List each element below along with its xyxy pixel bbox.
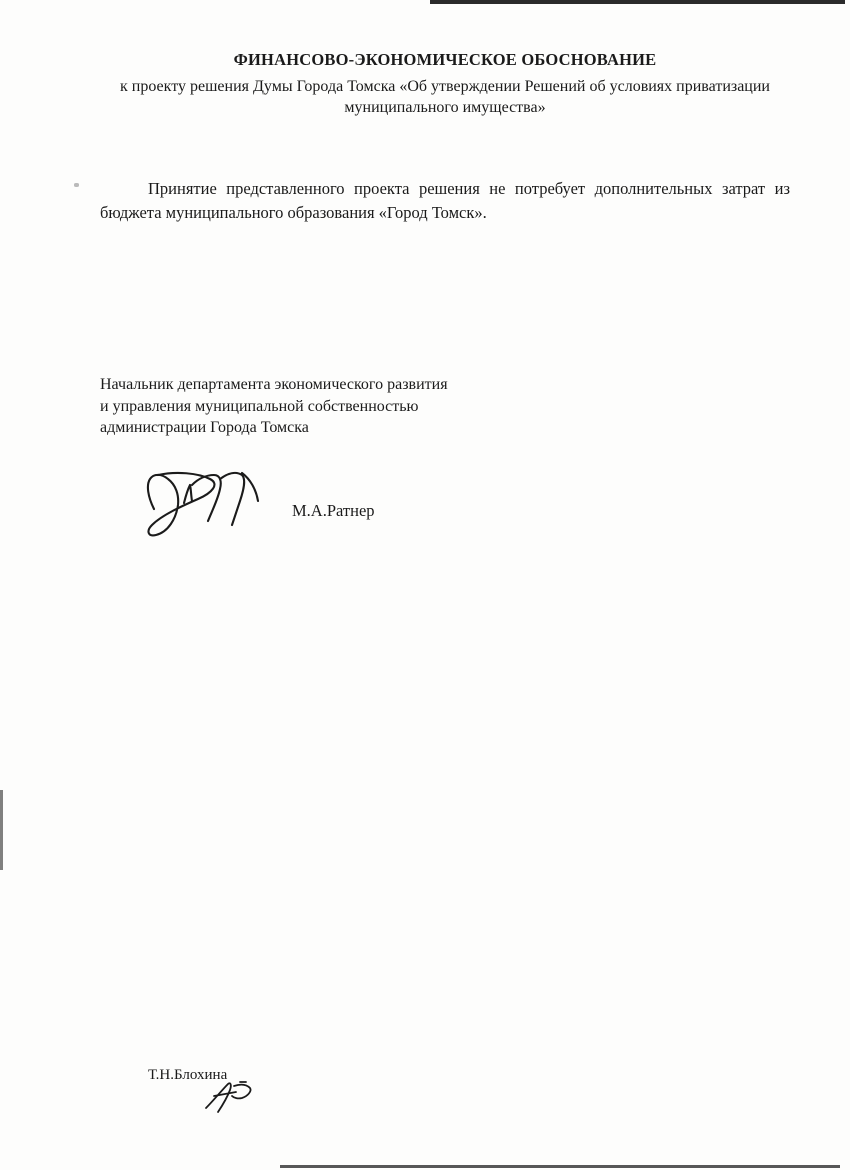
signatory-title-line-3: администрации Города Томска: [100, 419, 309, 437]
document-title: ФИНАНСОВО-ЭКОНОМИЧЕСКОЕ ОБОСНОВАНИЕ: [233, 50, 657, 69]
scan-edge-bottom: [280, 1165, 840, 1168]
signature-block: [100, 374, 790, 439]
scan-speck: [74, 183, 79, 187]
signatory-row: [100, 465, 790, 535]
document-subtitle: к проекту решения Думы Города Томска «Об утверждении Решений об условиях приватизации муниципального имущества»: [120, 78, 770, 117]
executor-name: Т.Н.Блохина: [148, 1067, 228, 1083]
handwritten-signature-icon: [124, 463, 284, 541]
signatory-name: М.А.Ратнер: [292, 500, 375, 520]
body-paragraph: Принятие представленного проекта решения не потребует дополнительных затрат из бюджета муниципального образования «Город Томск».: [100, 178, 790, 223]
signatory-title-line-2: и управления муниципальной собственностью: [100, 397, 419, 415]
handwritten-initials-icon: [196, 1078, 262, 1120]
scan-edge-left: [0, 790, 3, 870]
document-content: [100, 0, 790, 535]
signatory-title-line-1: Начальник департамента экономического развития: [100, 376, 448, 394]
